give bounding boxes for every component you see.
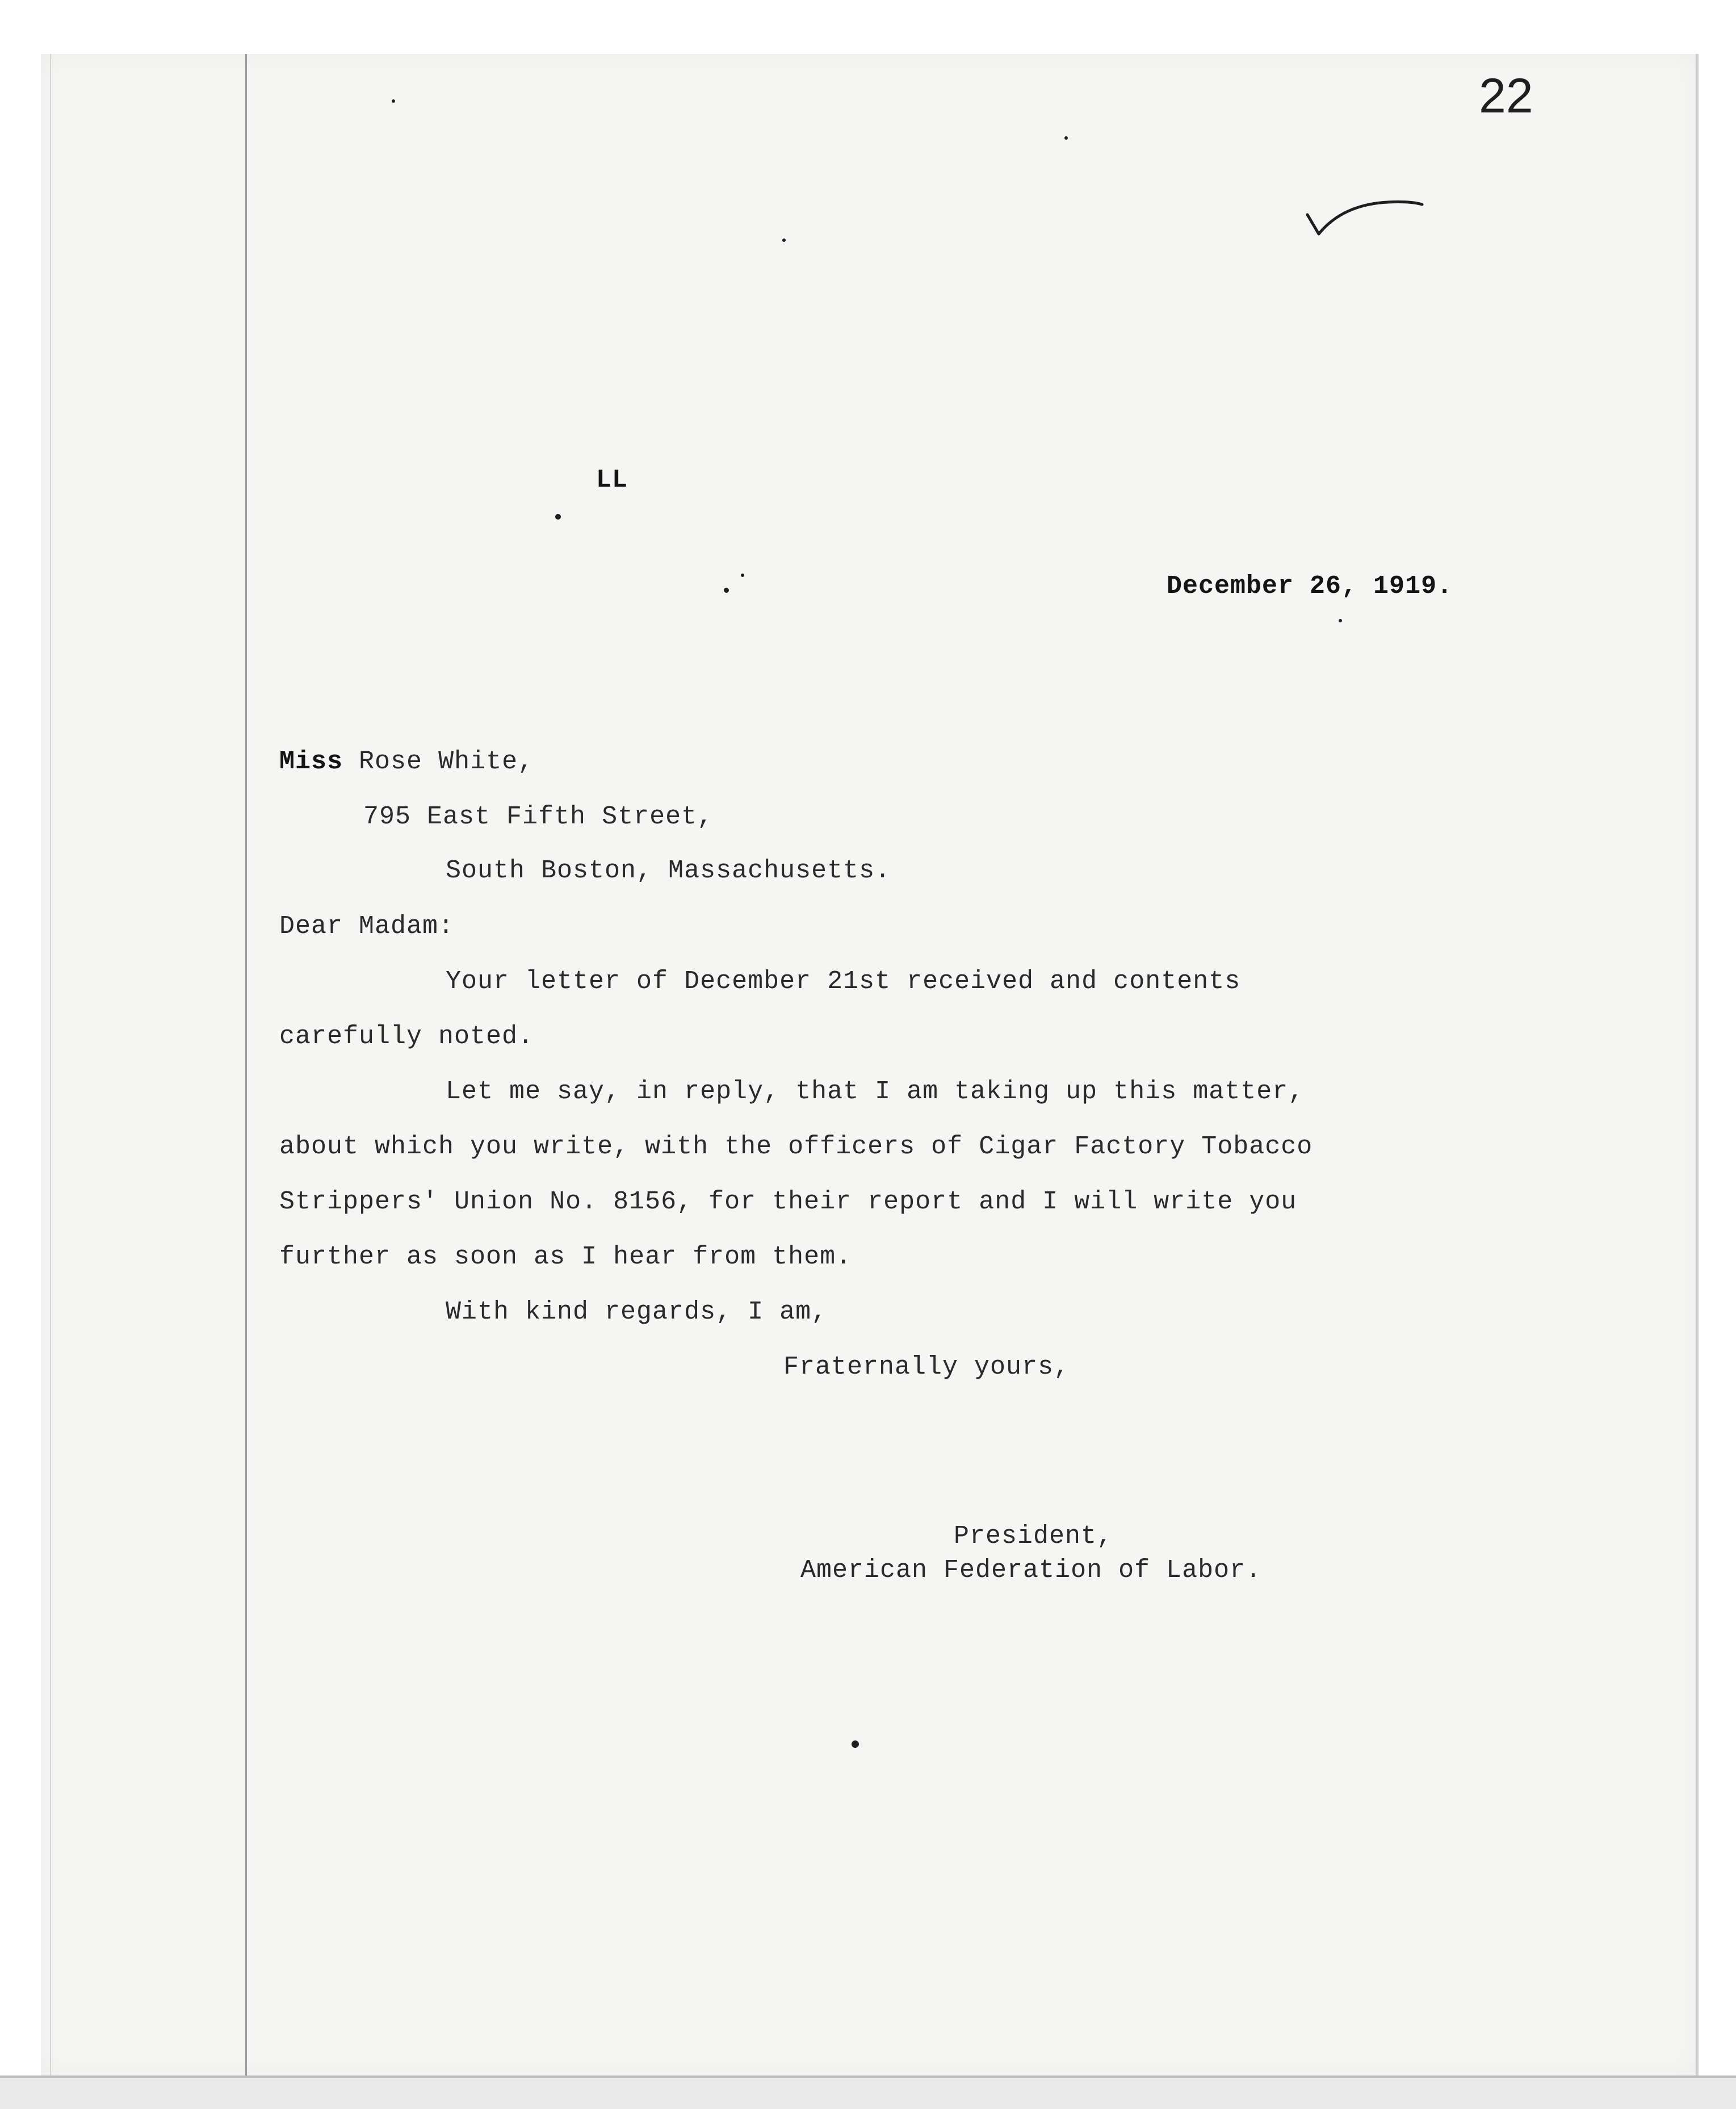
paper-edge-line (50, 54, 51, 2075)
ink-speck (741, 574, 744, 577)
body-line: carefully noted. (279, 1022, 534, 1051)
ink-speck (1339, 619, 1342, 622)
ink-speck (392, 99, 395, 103)
ink-speck (555, 514, 561, 520)
check-mark-icon (1303, 193, 1433, 250)
scan-bottom-edge (0, 2075, 1736, 2109)
recipient-name-line (279, 747, 534, 776)
carbon-margin-line (245, 54, 247, 2075)
letter-date: December 26, 1919. (1167, 572, 1453, 601)
ink-speck (782, 238, 786, 242)
recipient-street: 795 East Fifth Street, (363, 802, 714, 831)
signature-organization: American Federation of Labor. (800, 1556, 1262, 1585)
recipient-name: Rose White, (359, 747, 534, 776)
body-line: Strippers' Union No. 8156, for their report and I will write you (279, 1187, 1297, 1216)
ink-speck (852, 1740, 859, 1748)
page-number: 22 (1479, 69, 1533, 123)
body-line: Let me say, in reply, that I am taking up this matter, (446, 1077, 1305, 1106)
recipient-city: South Boston, Massachusetts. (446, 856, 891, 885)
ink-speck (1064, 136, 1068, 140)
typist-initials: LL (596, 466, 628, 495)
body-line: With kind regards, I am, (446, 1298, 828, 1327)
salutation: Dear Madam: (279, 912, 455, 941)
body-line: further as soon as I hear from them. (279, 1242, 852, 1271)
signature-title: President, (954, 1522, 1113, 1551)
closing: Fraternally yours, (783, 1353, 1070, 1382)
paper-sheet (41, 54, 1699, 2075)
body-line: Your letter of December 21st received and contents (446, 967, 1241, 996)
body-line: about which you write, with the officers of Cigar Factory Tobacco (279, 1132, 1313, 1161)
recipient-prefix: Miss (279, 747, 343, 776)
ink-speck (724, 588, 729, 593)
